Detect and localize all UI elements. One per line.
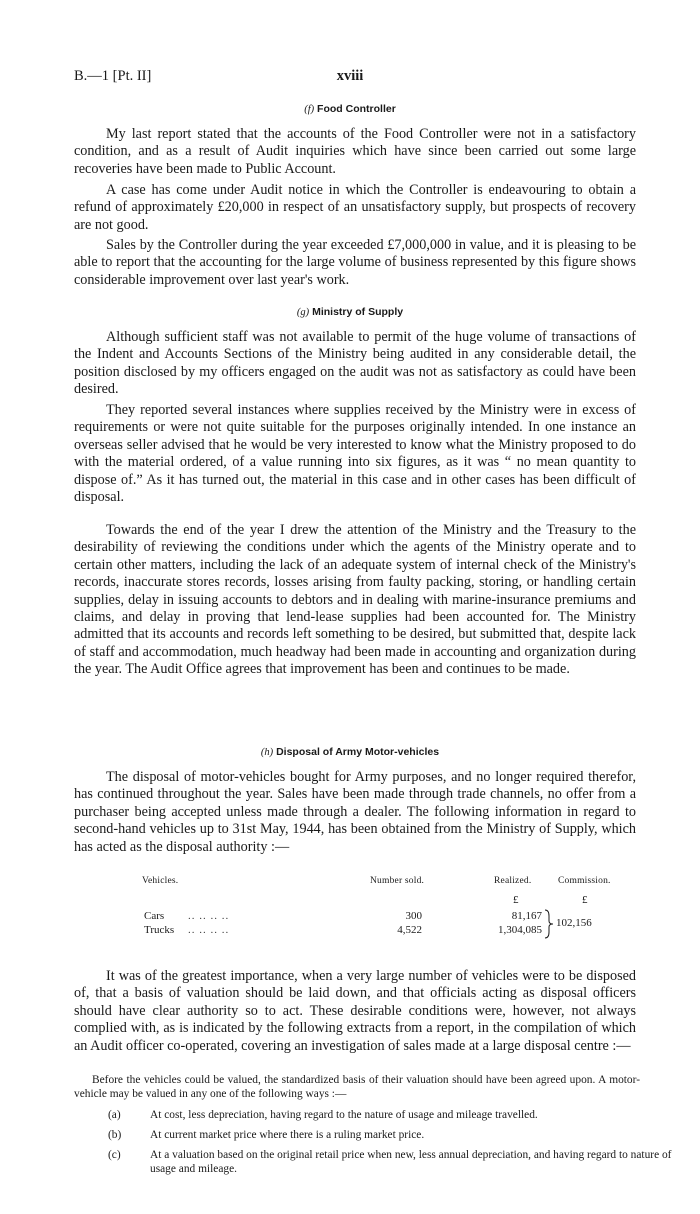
list-item-text: At cost, less depreciation, having regard to the nature of usage and mileage travelled. [150, 1109, 538, 1121]
unit-commission: £ [582, 894, 588, 906]
row-number-sold: 300 [405, 910, 422, 922]
page-number: xviii [336, 68, 364, 84]
section-title: Disposal of Army Motor-vehicles [276, 746, 440, 758]
paragraph: The disposal of motor-vehicles bought for Army purposes, and no longer required therefor, has continued throughout the year. Sales have been made through trade channels, no offer from a purchaser being accepted unless made through a dealer. The following information in regard to second-hand vehicles up to 31st May, 1944, has been obtained from the Ministry of Supply, which has acted as the disposal authority :— [74, 769, 636, 855]
section-label: (f) [304, 104, 315, 115]
row-leaders: .. .. .. .. [188, 924, 230, 936]
list-item-label: (a) [108, 1109, 121, 1121]
column-header-number-sold: Number sold. [370, 876, 425, 886]
list-item [108, 1128, 682, 1142]
list-item [108, 1148, 682, 1177]
section-heading-food-controller [0, 103, 700, 115]
list-item-text: At a valuation based on the original retail price when new, less annual depreciation, and having regard to nature of usage and mileage. [150, 1149, 672, 1176]
list-item-text: At current market price where there is a ruling market price. [150, 1129, 425, 1141]
paragraph: Sales by the Controller during the year exceeded £7,000,000 in value, and it is pleasing to be able to report that the accounting for the large volume of business represented by this figure shows considerable improvement over last year's work. [74, 237, 636, 288]
row-leaders: .. .. .. .. [188, 910, 230, 922]
paragraph: Although sufficient staff was not available to permit of the huge volume of transactions of the Indent and Accounts Sections of the Ministry being audited in any considerable detail, the position disclosed by my officers engaged on the audit was not as satisfactory as could have been desired. [74, 329, 636, 398]
curly-brace-icon [543, 908, 555, 940]
row-number-sold: 4,522 [397, 924, 422, 936]
unit-realized: £ [513, 894, 519, 906]
list-item-label: (c) [108, 1149, 121, 1161]
report-extract: Before the vehicles could be valued, the standardized basis of their valuation should have been agreed upon. A motor-vehicle may be valued in any one of the following ways :— [74, 1074, 640, 1101]
row-realized: 81,167 [511, 910, 542, 922]
column-header-commission: Commission. [558, 876, 611, 886]
paragraph: They reported several instances where supplies received by the Ministry were in excess of requirements or were not quite suitable for the purposes originally intended. In one instance an overseas seller advised that he would be very interested to know what the Ministry proposed to do with the material ordered, of a value running into six figures, as it was “ no mean quantity to dispose of.” As it has turned out, the material in this case and in other cases has been difficult of disposal. [74, 402, 636, 506]
section-label: (h) [260, 747, 274, 758]
row-vehicle: Cars [144, 910, 165, 922]
column-header-realized: Realized. [494, 876, 532, 886]
row-vehicle: Trucks [144, 924, 175, 936]
section-heading-army-motor-vehicles [0, 746, 700, 758]
section-title: Food Controller [317, 103, 396, 115]
list-item [108, 1108, 682, 1122]
paragraph: Towards the end of the year I drew the attention of the Ministry and the Treasury to the desirability of reviewing the conditions under which the agents of the Ministry operate and to certain other matters, including the lack of an adequate system of internal check of the Ministry's records, inaccurate stores records, losses arising from faulty packing, storing, or handling certain supplies, delay in issuing accounts to debtors and in dealing with marine-insurance premiums and claims, and delay in proving that lend-lease supplies had been accounted for. The Ministry admitted that its accounts and records left something to be desired, but submitted that, despite lack of staff and accommodation, much headway had been made in accounting and organization during the year. The Audit Office agrees that improvement has been and continues to be made. [74, 522, 636, 678]
list-item-label: (b) [108, 1129, 122, 1141]
vehicle-disposal-table [132, 876, 612, 956]
section-heading-ministry-of-supply [0, 306, 700, 318]
row-realized: 1,304,085 [498, 924, 542, 936]
paragraph: It was of the greatest importance, when a very large number of vehicles were to be disposed of, that a basis of valuation should be laid down, and that officials acting as disposal officers should have clear authority so to act. These desirable conditions were, however, not always complied with, as is indicated by the following extracts from a report, in the compilation of which an Audit officer co-operated, covering an investigation of sales made at a large disposal centre :— [74, 968, 636, 1054]
section-title: Ministry of Supply [312, 306, 404, 318]
commission-total: 102,156 [556, 917, 592, 929]
column-header-vehicles: Vehicles. [142, 876, 179, 886]
paragraph: My last report stated that the accounts of the Food Controller were not in a satisfactory condition, and as a result of Audit inquiries which have since been carried out some large recoveries have been made to Public Account. [74, 126, 636, 177]
section-label: (g) [296, 307, 310, 318]
paragraph: A case has come under Audit notice in which the Controller is endeavouring to obtain a refund of approximately £20,000 in respect of an unsatisfactory supply, but prospects of recovery are not good. [74, 182, 636, 233]
document-reference: B.—1 [Pt. II] [74, 68, 152, 84]
